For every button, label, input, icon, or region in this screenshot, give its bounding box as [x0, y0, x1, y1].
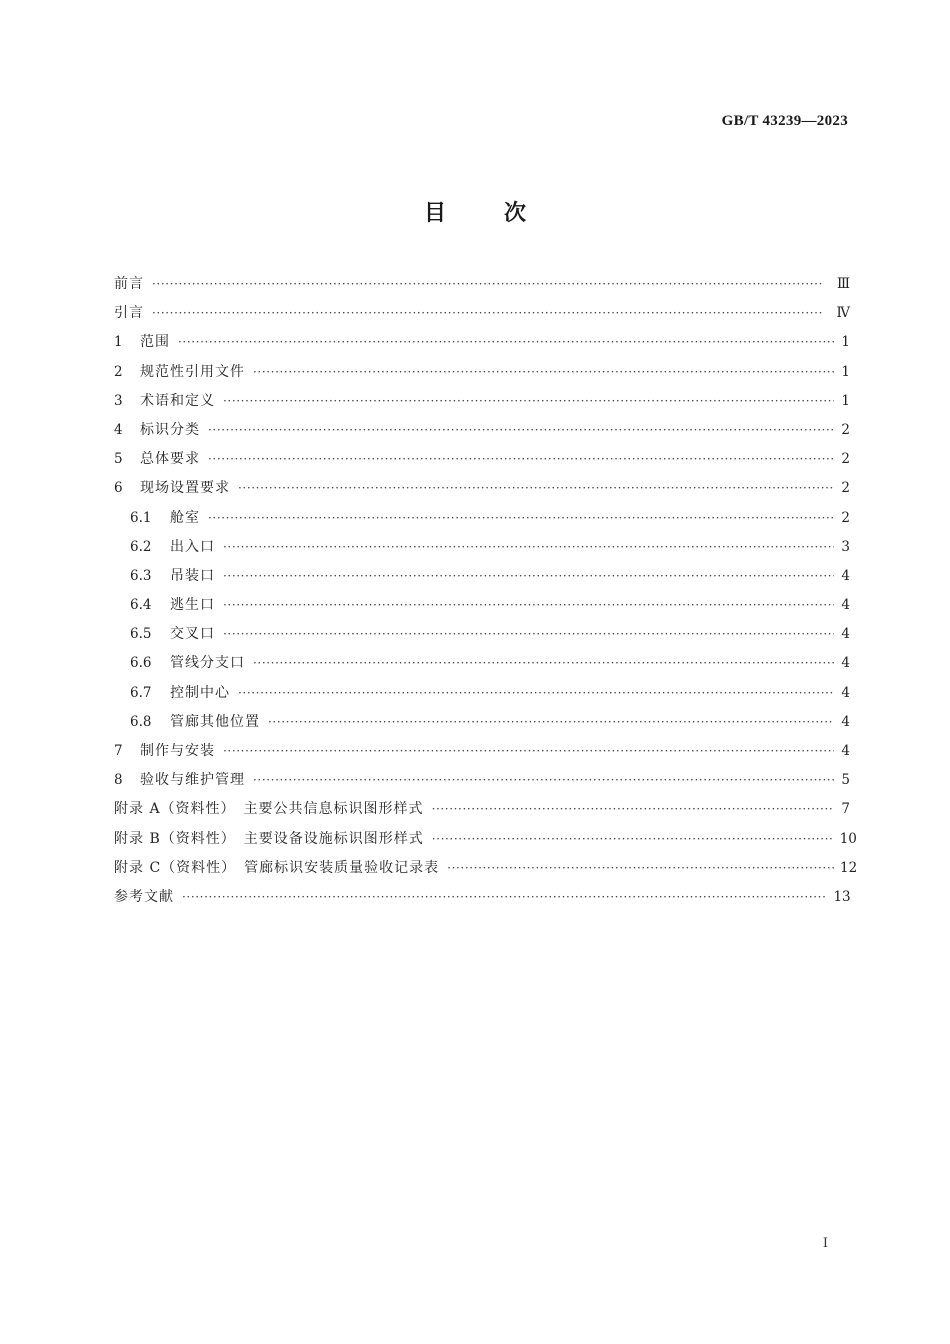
toc-entry-number: 6.8 — [130, 713, 152, 730]
toc-entry-number: 6.1 — [130, 509, 152, 526]
toc-dot-leader — [238, 679, 834, 708]
toc-entry[interactable] — [114, 737, 850, 766]
toc-dot-leader — [182, 883, 827, 912]
table-of-contents — [114, 270, 858, 912]
toc-entry-label: 附录 C（资料性） 管廊标识安装质量验收记录表 — [114, 859, 440, 876]
toc-entry-number: 3 — [114, 392, 123, 409]
toc-entry-label: 制作与安装 — [140, 743, 215, 759]
toc-entry[interactable] — [114, 766, 850, 795]
toc-subsection-entry[interactable] — [114, 504, 850, 533]
toc-subsection-entry[interactable] — [114, 591, 850, 620]
standard-number: GB/T 43239—2023 — [721, 113, 848, 129]
toc-entry[interactable] — [114, 416, 850, 445]
toc-entry-page: Ⅳ — [836, 305, 850, 322]
toc-entry-page: 2 — [841, 421, 850, 438]
toc-entry-label: 规范性引用文件 — [140, 363, 245, 380]
toc-entry-label: 交叉口 — [170, 626, 215, 643]
toc-entry-page: 2 — [841, 509, 850, 526]
toc-entry-page: 2 — [841, 451, 850, 468]
toc-entry-page: 4 — [841, 684, 850, 701]
toc-entry-number: 6.4 — [130, 597, 152, 614]
toc-subsection-entry[interactable] — [114, 708, 850, 737]
toc-dot-leader — [223, 562, 834, 591]
toc-entry-number: 6.3 — [130, 567, 152, 584]
toc-entry-page: 4 — [841, 567, 850, 584]
toc-entry-number: 6.7 — [130, 684, 152, 701]
toc-entry-label: 前言 — [114, 276, 144, 292]
toc-entry[interactable] — [114, 883, 850, 912]
toc-entry[interactable] — [114, 387, 850, 416]
toc-dot-leader — [223, 591, 834, 620]
toc-entry-page: 5 — [841, 772, 850, 789]
toc-entry-label: 引言 — [114, 305, 144, 322]
toc-entry-page: 4 — [841, 655, 850, 672]
page-number: I — [822, 1236, 828, 1251]
page-title: 目次 — [423, 201, 584, 226]
toc-entry-label: 标识分类 — [140, 421, 200, 438]
toc-entry[interactable] — [114, 328, 850, 357]
toc-dot-leader — [223, 620, 834, 649]
toc-entry-label: 术语和定义 — [140, 392, 215, 409]
toc-entry-label: 舱室 — [170, 509, 200, 526]
toc-dot-leader — [238, 474, 834, 503]
toc-entry[interactable] — [114, 445, 850, 474]
toc-dot-leader — [223, 737, 834, 766]
toc-entry-label: 参考文献 — [114, 888, 174, 905]
toc-entry[interactable] — [114, 270, 850, 299]
toc-dot-leader — [253, 358, 834, 387]
toc-entry-number: 5 — [114, 451, 123, 468]
toc-dot-leader — [432, 795, 834, 824]
toc-entry-label: 现场设置要求 — [140, 480, 230, 497]
toc-dot-leader — [253, 649, 834, 678]
toc-entry-page: 12 — [840, 859, 858, 876]
toc-dot-leader — [208, 416, 834, 445]
toc-dot-leader — [223, 387, 834, 416]
toc-entry-page: 4 — [841, 743, 850, 759]
toc-entry-number: 4 — [114, 421, 123, 438]
toc-entry-label: 验收与维护管理 — [140, 772, 245, 789]
toc-entry-label: 管线分支口 — [170, 655, 245, 672]
toc-dot-leader — [152, 270, 831, 299]
toc-entry-number: 8 — [114, 772, 123, 789]
toc-entry-label: 范围 — [140, 334, 170, 351]
toc-subsection-entry[interactable] — [114, 679, 850, 708]
toc-entry-label: 总体要求 — [140, 451, 200, 468]
toc-entry-page: 3 — [841, 538, 850, 555]
toc-dot-leader — [208, 445, 834, 474]
toc-entry-number: 6 — [114, 480, 123, 497]
toc-dot-leader — [432, 825, 834, 854]
toc-entry-page: 10 — [839, 830, 857, 847]
toc-entry[interactable] — [114, 474, 850, 503]
toc-entry[interactable] — [114, 299, 850, 328]
toc-entry[interactable] — [114, 825, 857, 854]
toc-entry-number: 1 — [114, 334, 123, 351]
toc-entry-page: 4 — [841, 713, 850, 730]
toc-entry-label: 出入口 — [170, 538, 215, 555]
toc-entry-page: 2 — [841, 480, 850, 497]
toc-dot-leader — [208, 504, 834, 533]
toc-entry-label: 吊装口 — [170, 567, 215, 584]
toc-entry-label: 逃生口 — [170, 597, 215, 614]
toc-entry-page: Ⅲ — [836, 276, 850, 292]
toc-entry-label: 控制中心 — [170, 684, 230, 701]
toc-entry-label: 附录 A（资料性） 主要公共信息标识图形样式 — [114, 801, 424, 818]
toc-entry[interactable] — [114, 854, 858, 883]
toc-dot-leader — [447, 854, 834, 883]
toc-entry[interactable] — [114, 358, 850, 387]
toc-subsection-entry[interactable] — [114, 649, 850, 678]
toc-entry-label: 附录 B（资料性） 主要设备设施标识图形样式 — [114, 830, 424, 847]
toc-entry-number: 6.6 — [130, 655, 152, 672]
toc-entry-page: 13 — [833, 888, 851, 905]
toc-dot-leader — [223, 533, 834, 562]
toc-entry-label: 管廊其他位置 — [170, 713, 260, 730]
toc-entry-page: 4 — [841, 626, 850, 643]
toc-subsection-entry[interactable] — [114, 533, 850, 562]
toc-dot-leader — [268, 708, 834, 737]
toc-entry-page: 1 — [841, 334, 850, 351]
toc-subsection-entry[interactable] — [114, 562, 850, 591]
toc-entry-number: 2 — [114, 363, 123, 380]
toc-dot-leader — [152, 299, 831, 328]
toc-dot-leader — [253, 766, 834, 795]
toc-entry-page: 4 — [841, 597, 850, 614]
toc-entry-page: 1 — [841, 392, 850, 409]
toc-subsection-entry[interactable] — [114, 620, 850, 649]
toc-entry-number: 6.5 — [130, 626, 152, 643]
toc-entry-number: 7 — [114, 743, 123, 759]
toc-dot-leader — [178, 328, 834, 357]
toc-entry[interactable] — [114, 795, 850, 824]
toc-entry-number: 6.2 — [130, 538, 152, 555]
toc-entry-page: 7 — [841, 801, 850, 818]
toc-entry-page: 1 — [841, 363, 850, 380]
